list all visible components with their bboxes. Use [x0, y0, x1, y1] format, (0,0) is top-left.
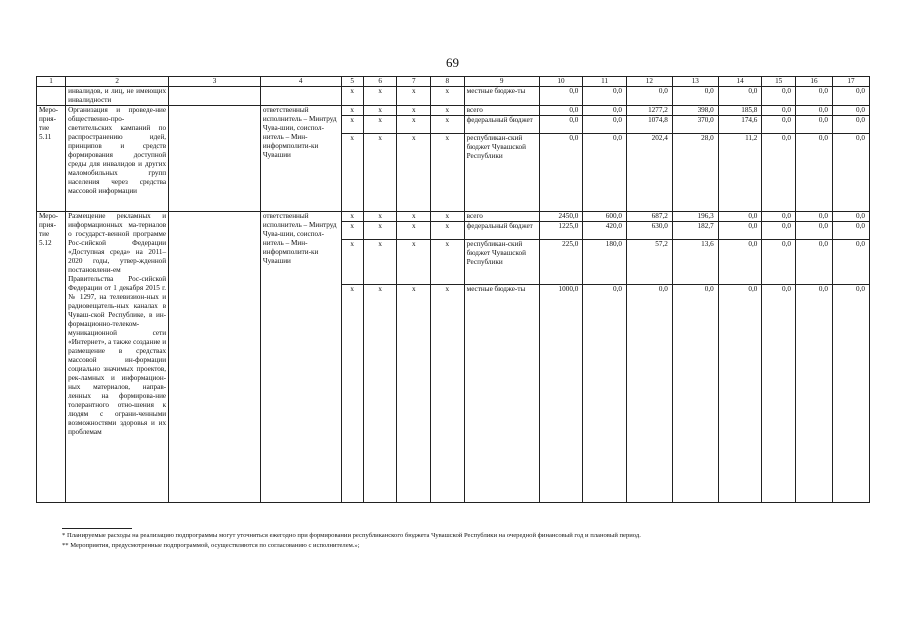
table-row [37, 212, 870, 222]
value-cell: 0,0 [762, 222, 796, 240]
value-cell: 0,0 [718, 240, 762, 285]
value-cell: 0,0 [762, 212, 796, 222]
value-cell: 0,0 [718, 285, 762, 503]
value-cell: 0,0 [762, 285, 796, 503]
value-cell: 0,0 [832, 240, 869, 285]
value-cell: 202,4 [626, 134, 672, 212]
mark-cell: x [363, 87, 397, 106]
table-row [37, 87, 870, 106]
value-cell: 0,0 [626, 87, 672, 106]
value-cell: 0,0 [832, 222, 869, 240]
funding-source: федеральный бюджет [464, 222, 539, 240]
funding-source: местные бюдже-ты [464, 285, 539, 503]
mark-cell: x [431, 285, 465, 503]
value-cell: 174,6 [718, 116, 762, 134]
value-cell: 180,0 [583, 240, 627, 285]
value-cell: 11,2 [718, 134, 762, 212]
mark-cell: x [363, 134, 397, 212]
mark-cell: x [397, 285, 431, 503]
mark-cell: x [341, 212, 363, 222]
mark-cell: x [341, 222, 363, 240]
col-header: 14 [718, 77, 762, 87]
col-header: 10 [539, 77, 583, 87]
mark-cell: x [363, 116, 397, 134]
mark-cell: x [363, 240, 397, 285]
funding-source: всего [464, 106, 539, 116]
col-header: 7 [397, 77, 431, 87]
mark-cell: x [431, 222, 465, 240]
mark-cell: x [341, 116, 363, 134]
value-cell: 185,8 [718, 106, 762, 116]
col-header: 3 [169, 77, 261, 87]
mark-cell: x [397, 116, 431, 134]
mark-cell: x [341, 106, 363, 116]
value-cell: 2450,0 [539, 212, 583, 222]
value-cell: 0,0 [832, 106, 869, 116]
mark-cell: x [431, 116, 465, 134]
mark-cell: x [431, 134, 465, 212]
mark-cell: x [363, 222, 397, 240]
col-header: 6 [363, 77, 397, 87]
measure-label: Меро-прия-тие 5.12 [37, 212, 66, 503]
value-cell: 0,0 [762, 134, 796, 212]
col-header: 15 [762, 77, 796, 87]
col-header: 16 [795, 77, 832, 87]
value-cell: 0,0 [583, 87, 627, 106]
col-header: 4 [260, 77, 341, 87]
mark-cell: x [341, 240, 363, 285]
value-cell: 0,0 [718, 212, 762, 222]
mark-cell: x [431, 87, 465, 106]
value-cell: 1277,2 [626, 106, 672, 116]
funding-source: республикан-ский бюджет Чувашской Республики [464, 240, 539, 285]
value-cell: 0,0 [832, 116, 869, 134]
value-cell: 630,0 [626, 222, 672, 240]
value-cell: 0,0 [539, 87, 583, 106]
value-cell: 0,0 [762, 240, 796, 285]
value-cell: 0,0 [583, 116, 627, 134]
value-cell: 0,0 [672, 285, 718, 503]
value-cell: 0,0 [718, 222, 762, 240]
value-cell: 1074,8 [626, 116, 672, 134]
col-header: 2 [66, 77, 169, 87]
value-cell: 600,0 [583, 212, 627, 222]
executor: ответственный исполнитель – Минтруд Чува-шии, соиспол-нитель – Мин-информполити-ки Чувашии [260, 106, 341, 212]
funding-source: местные бюдже-ты [464, 87, 539, 106]
mark-cell: x [397, 212, 431, 222]
measure-label: Меро-прия-тие 5.11 [37, 106, 66, 212]
col-header: 12 [626, 77, 672, 87]
mark-cell: x [431, 240, 465, 285]
value-cell: 196,3 [672, 212, 718, 222]
value-cell: 0,0 [539, 134, 583, 212]
value-cell: 0,0 [795, 285, 832, 503]
page-number: 69 [446, 55, 459, 70]
value-cell: 182,7 [672, 222, 718, 240]
col-header: 1 [37, 77, 66, 87]
value-cell: 0,0 [832, 212, 869, 222]
col-header: 11 [583, 77, 627, 87]
value-cell: 398,0 [672, 106, 718, 116]
mark-cell: x [363, 106, 397, 116]
funding-source: республикан-ский бюджет Чувашской Республики [464, 134, 539, 212]
col-header: 8 [431, 77, 465, 87]
value-cell: 0,0 [539, 116, 583, 134]
value-cell: 0,0 [672, 87, 718, 106]
value-cell: 0,0 [832, 285, 869, 503]
value-cell: 1225,0 [539, 222, 583, 240]
value-cell: 0,0 [832, 87, 869, 106]
value-cell: 420,0 [583, 222, 627, 240]
measure-name: Организация и проведе-ние общественно-про-светительских кампаний по распространению идей, принципов и средств формирования доступной среды для инвалидов и других маломобильных групп населения через средства массовой информации [66, 106, 169, 212]
value-cell: 28,0 [672, 134, 718, 212]
value-cell: 0,0 [795, 134, 832, 212]
mark-cell: x [363, 212, 397, 222]
col-header: 5 [341, 77, 363, 87]
footnote: ** Мероприятия, предусмотренные подпрограммой, осуществляются по согласованию с исполнителем.»; [62, 542, 360, 549]
mark-cell: x [341, 87, 363, 106]
mark-cell: x [341, 134, 363, 212]
value-cell: 225,0 [539, 240, 583, 285]
mark-cell: x [341, 285, 363, 503]
funding-source: федеральный бюджет [464, 116, 539, 134]
funding-source: всего [464, 212, 539, 222]
value-cell: 0,0 [795, 116, 832, 134]
value-cell: 0,0 [762, 87, 796, 106]
header-row [37, 77, 870, 87]
program-table [36, 76, 870, 503]
value-cell: 370,0 [672, 116, 718, 134]
value-cell: 0,0 [583, 134, 627, 212]
col-header: 17 [832, 77, 869, 87]
mark-cell: x [397, 106, 431, 116]
mark-cell: x [397, 87, 431, 106]
mark-cell: x [397, 134, 431, 212]
mark-cell: x [431, 212, 465, 222]
value-cell: 0,0 [762, 116, 796, 134]
mark-cell: x [397, 222, 431, 240]
table-row [37, 106, 870, 116]
measure-name: Размещение рекламных и информационных ма-териалов о государст-венной программе Рос-сийской Федерации «Доступная среда» на 2011–2020 годы, утвер-жденной постановлени-ем Правительства Рос-сийской Федерации от 1 декабря 2015 г. № 1297, на телевизион-ных и радиовещатель-ных каналах в Чуваш-ской Республике, в ин-формационно-телеком-муникационной сети «Интернет», а также создание и размещение в средствах массовой ин-формации социально значимых проектов, рек-ламных и информацион-ных материалов, направ-ленных на формирова-ние толерантного отно-шения к людям с ограни-ченными возможностями здоровья и их проблемам [66, 212, 169, 503]
value-cell: 0,0 [583, 285, 627, 503]
mark-cell: x [397, 240, 431, 285]
value-cell: 0,0 [718, 87, 762, 106]
footnote-divider [62, 528, 132, 529]
value-cell: 0,0 [539, 106, 583, 116]
value-cell: 0,0 [626, 285, 672, 503]
value-cell: 0,0 [832, 134, 869, 212]
mark-cell: x [431, 106, 465, 116]
value-cell: 0,0 [795, 212, 832, 222]
footnote: * Планируемые расходы на реализацию подпрограммы могут уточняться ежегодно при формировании республиканского бюджета Чувашской Республики на очередной финансовый год и плановый период. [62, 532, 641, 539]
value-cell: 0,0 [795, 222, 832, 240]
value-cell: 0,0 [762, 106, 796, 116]
mark-cell: x [363, 285, 397, 503]
value-cell: 0,0 [583, 106, 627, 116]
value-cell: 57,2 [626, 240, 672, 285]
value-cell: 0,0 [795, 106, 832, 116]
value-cell: 13,6 [672, 240, 718, 285]
measure-name: инвалидов, и лиц, не имеющих инвалидности [66, 87, 169, 106]
value-cell: 687,2 [626, 212, 672, 222]
value-cell: 0,0 [795, 87, 832, 106]
col-header: 13 [672, 77, 718, 87]
col-header: 9 [464, 77, 539, 87]
value-cell: 0,0 [795, 240, 832, 285]
value-cell: 1000,0 [539, 285, 583, 503]
executor: ответственный исполнитель – Минтруд Чува-шии, соиспол-нитель – Мин-информполити-ки Чувашии [260, 212, 341, 503]
